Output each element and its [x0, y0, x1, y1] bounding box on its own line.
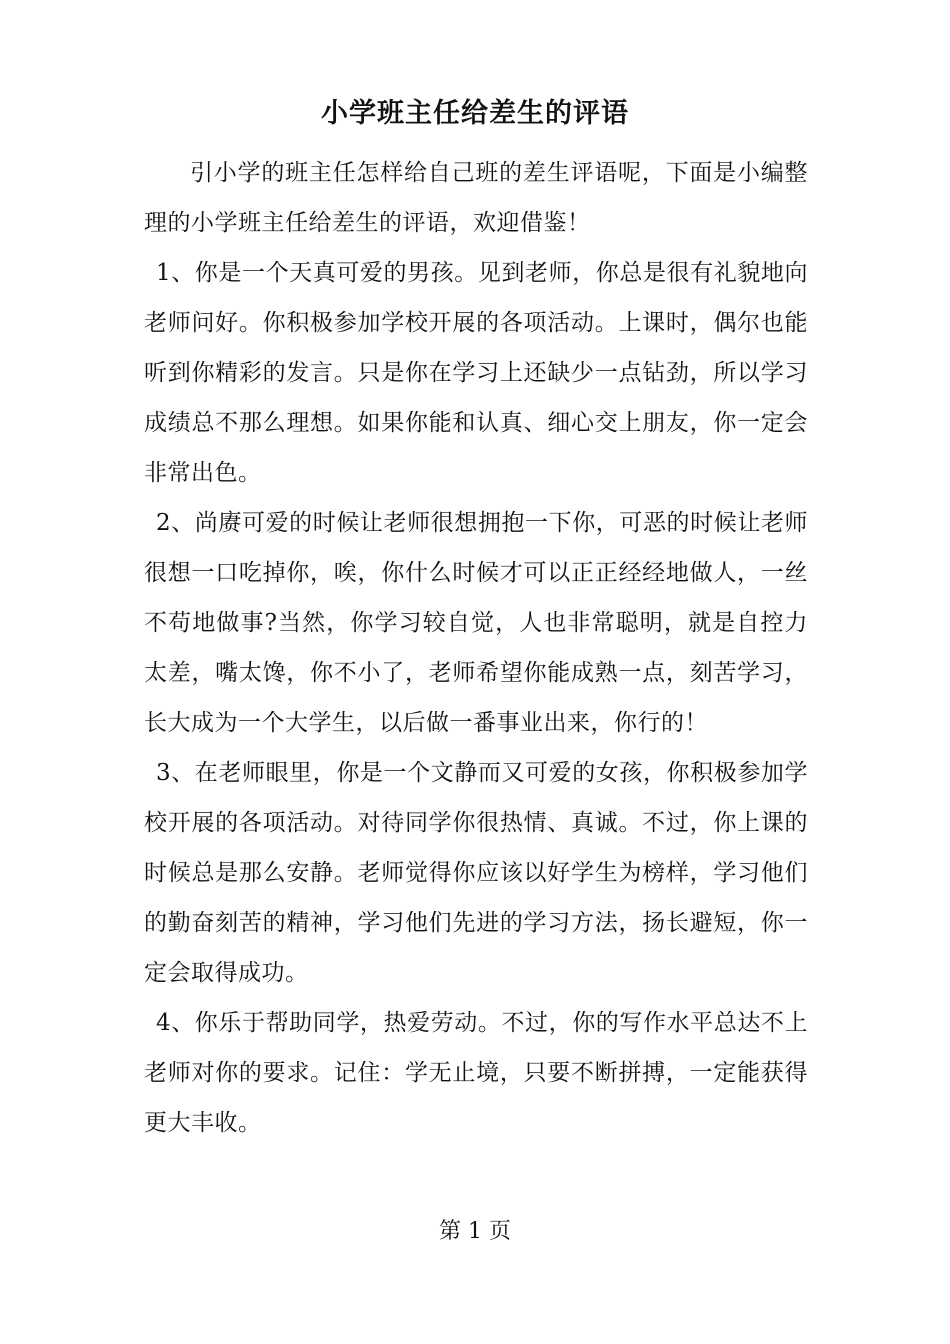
comment-item-1: 1、你是一个天真可爱的男孩。见到老师，你总是很有礼貌地向老师问好。你积极参加学校开展的各项活动。上课时，偶尔也能听到你精彩的发言。只是你在学习上还缺少一点钻劲，所以学习成绩总不那么理想。如果你能和认真、细心交上朋友，你一定会非常出色。 — [144, 260, 808, 486]
comment-item-4: 4、你乐于帮助同学，热爱劳动。不过，你的写作水平总达不上老师对你的要求。记住：学无止境，只要不断拼搏，一定能获得更大丰收。 — [144, 1010, 808, 1136]
document-title: 小学班主任给差生的评语 — [321, 98, 629, 129]
page-number: 第 1 页 — [439, 1219, 511, 1244]
comment-item-3: 3、在老师眼里，你是一个文静而又可爱的女孩，你积极参加学校开展的各项活动。对待同学你很热情、真诚。不过，你上课的时候总是那么安静。老师觉得你应该以好学生为榜样，学习他们的勤奋刻苦的精神，学习他们先进的学习方法，扬长避短，你一定会取得成功。 — [144, 760, 808, 986]
intro-paragraph: 引小学的班主任怎样给自己班的差生评语呢，下面是小编整理的小学班主任给差生的评语，欢迎借鉴！ — [144, 160, 808, 236]
comment-item-2: 2、尚赓可爱的时候让老师很想拥抱一下你，可恶的时候让老师很想一口吃掉你，唉，你什么时候才可以正正经经地做人，一丝不苟地做事?当然，你学习较自觉，人也非常聪明，就是自控力太差，嘴太馋，你不小了，老师希望你能成熟一点，刻苦学习，长大成为一个大学生，以后做一番事业出来，你行的！ — [144, 510, 808, 736]
document-body — [144, 148, 808, 1148]
